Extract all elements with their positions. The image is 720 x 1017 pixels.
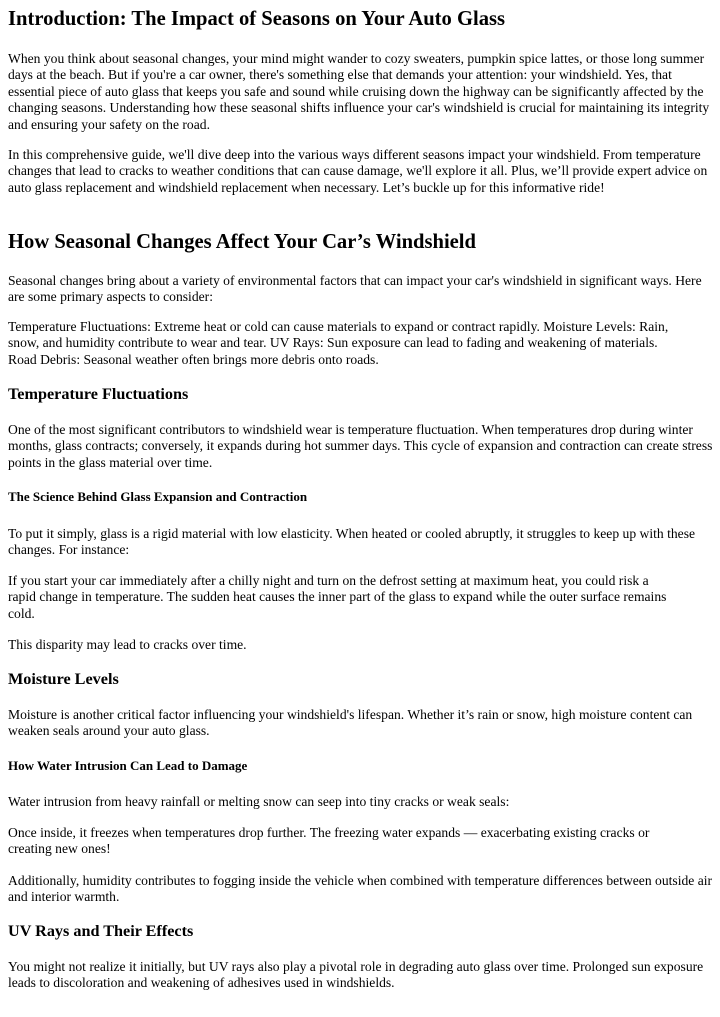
uv-heading: UV Rays and Their Effects (8, 922, 194, 940)
science-blockquote: If you start your car immediately after a chilly night and turn on the defrost setting at maximum heat, you could risk a rapid change in temperature. The sudden heat causes the inner part of the glass to expand while the outer surface remains cold. (8, 573, 667, 621)
science-paragraph-2: This disparity may lead to cracks over time. (8, 637, 247, 652)
section-paragraph-1: Seasonal changes bring about a variety of environmental factors that can impact your car's windshield in significant ways. Here are some primary aspects to consider: (8, 273, 702, 305)
section-blockquote: Temperature Fluctuations: Extreme heat or cold can cause materials to expand or contract rapidly. Moisture Levels: Rain, snow, and humidity contribute to wear and tear. UV Rays: Sun exposure can lead to fading and weakening of materials. Road Debris: Seasonal weather often brings more debris onto roads. (8, 319, 669, 367)
intro-paragraph-2: In this comprehensive guide, we'll dive deep into the various ways different seasons impact your windshield. From temperature changes that lead to cracks to weather conditions that can cause damage, we'll explore it all. Plus, we’ll provide expert advice on auto glass replacement and windshield replacement when necessary. Let’s buckle up for this informative ride! (8, 147, 708, 195)
intro-heading: Introduction: The Impact of Seasons on Your Auto Glass (8, 8, 506, 30)
water-blockquote: Once inside, it freezes when temperatures drop further. The freezing water expands — exacerbating existing cracks or creating new ones! (8, 825, 650, 857)
moisture-paragraph: Moisture is another critical factor influencing your windshield's lifespan. Whether it’s rain or snow, high moisture content can weaken seals around your auto glass. (8, 707, 693, 739)
temperature-paragraph: One of the most significant contributors to windshield wear is temperature fluctuation. When temperatures drop during winter months, glass contracts; conversely, it expands during hot summer days. This cycle of expansion and contraction can create stress points in the glass material over time. (8, 422, 713, 470)
uv-paragraph: You might not realize it initially, but UV rays also play a pivotal role in degrading auto glass over time. Prolonged sun exposure leads to discoloration and weakening of adhesives used in windshields. (8, 959, 704, 991)
section-heading: How Seasonal Changes Affect Your Car’s Windshield (8, 231, 476, 253)
water-paragraph-1: Water intrusion from heavy rainfall or melting snow can seep into tiny cracks or weak seals: (8, 794, 510, 809)
water-paragraph-2: Additionally, humidity contributes to fogging inside the vehicle when combined with temperature differences between outside air and interior warmth. (8, 873, 713, 905)
moisture-heading: Moisture Levels (8, 670, 119, 688)
intro-paragraph-1: When you think about seasonal changes, your mind might wander to cozy sweaters, pumpkin spice lattes, or those long summer days at the beach. But if you're a car owner, there's something else that demands your attention: your windshield. Yes, that essential piece of auto glass that keeps you safe and sound while cruising down the highway can be significantly affected by the changing seasons. Understanding how these seasonal shifts influence your car's windshield is crucial for maintaining its integrity and ensuring your safety on the road. (8, 51, 710, 132)
science-heading: The Science Behind Glass Expansion and Contraction (8, 489, 308, 504)
water-heading: How Water Intrusion Can Lead to Damage (8, 758, 248, 773)
science-paragraph-1: To put it simply, glass is a rigid material with low elasticity. When heated or cooled abruptly, it struggles to keep up with these changes. For instance: (8, 526, 696, 558)
temperature-heading: Temperature Fluctuations (8, 385, 189, 403)
